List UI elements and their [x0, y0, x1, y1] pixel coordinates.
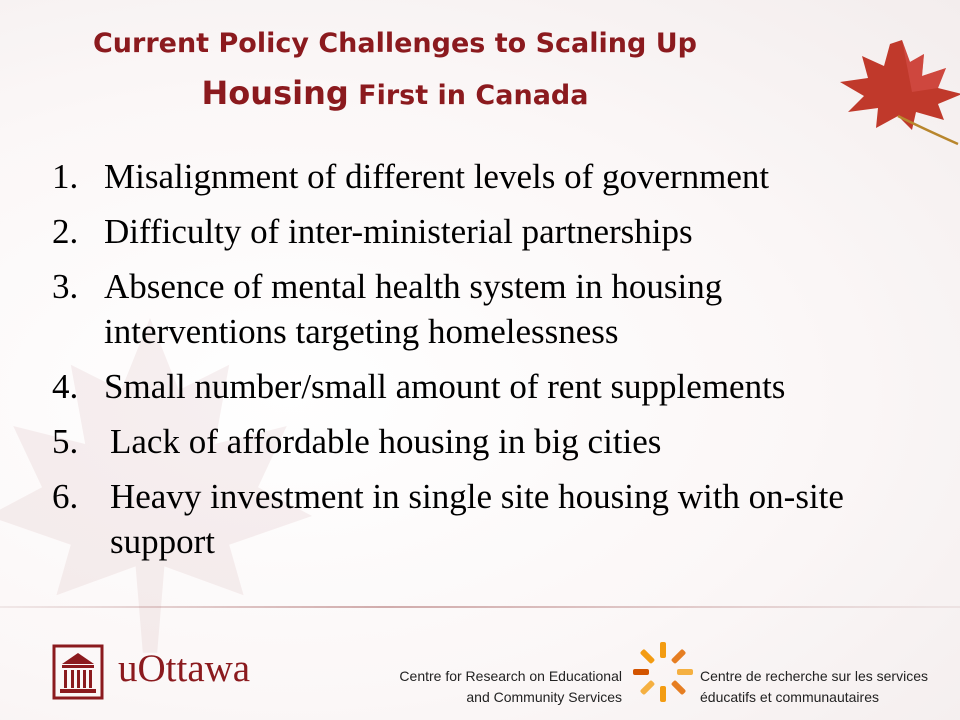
list-item: [52, 264, 912, 354]
list-item: [52, 474, 912, 564]
list-item: [52, 154, 912, 199]
uottawa-wordmark: uOttawa: [118, 647, 251, 690]
crecs-name-english: [396, 666, 622, 708]
title-line-2-rest: First in Canada: [348, 80, 589, 111]
maple-leaf-icon: [812, 32, 960, 152]
starburst-logo-icon: [632, 638, 694, 702]
slide-title-line-1: Current Policy Challenges to Scaling Up: [92, 28, 697, 59]
list-item-text: Lack of affordable housing in big cities: [110, 422, 662, 461]
crecs-name-french: [700, 666, 950, 708]
list-item-text: Difficulty of inter-ministerial partnerships: [104, 212, 693, 251]
list-item-number: 1.: [52, 157, 79, 196]
list-item-number: 4.: [52, 367, 79, 406]
crecs-name-english-line-1: Centre for Research on Educational: [399, 668, 622, 684]
list-item: [52, 209, 912, 254]
crecs-name-english-line-2: and Community Services: [466, 689, 622, 705]
list-item: [52, 419, 912, 464]
list-item-number: 5.: [52, 422, 79, 461]
footer-divider: [0, 606, 960, 608]
list-item-text: Small number/small amount of rent supplements: [104, 367, 786, 406]
crecs-name-french-line-1: Centre de recherche sur les services: [700, 668, 928, 684]
list-item-text: Absence of mental health system in housing interventions targeting homelessness: [104, 267, 723, 351]
slide-title-line-2: [30, 74, 760, 112]
list-item-text: Misalignment of different levels of government: [104, 157, 770, 196]
crecs-name-french-line-2: éducatifs et communautaires: [700, 689, 879, 705]
footer: [0, 610, 960, 720]
uottawa-building-icon: [52, 644, 104, 700]
list-item-number: 2.: [52, 212, 79, 251]
list-item-text: Heavy investment in single site housing with on-site support: [110, 477, 844, 561]
list-item-number: 3.: [52, 267, 79, 306]
list-item-number: 6.: [52, 477, 79, 516]
list-item: [52, 364, 912, 409]
title-housing-word: Housing: [201, 74, 349, 112]
challenges-list: [52, 154, 912, 574]
